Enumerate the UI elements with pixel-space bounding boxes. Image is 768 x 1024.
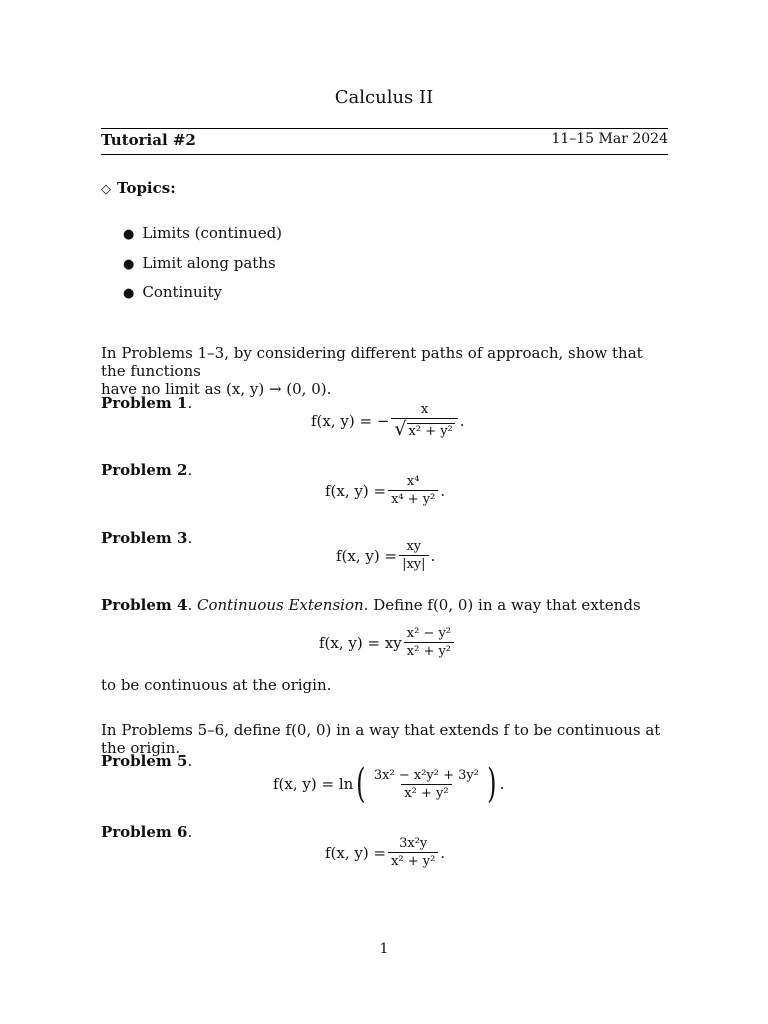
denominator: x² + y² xyxy=(401,784,451,801)
numerator: 3x² − x²y² + 3y² xyxy=(373,767,479,783)
fraction xyxy=(388,836,438,869)
left-paren: ( xyxy=(356,761,366,807)
denominator: x⁴ + y² xyxy=(388,490,438,507)
intro-line: In Problems 1–3, by considering different paths of approach, show that the functions xyxy=(101,344,643,380)
problem-4-after-text: to be continuous at the origin. xyxy=(101,676,332,694)
sqrt-icon: √ xyxy=(394,418,407,440)
numerator: xy xyxy=(406,539,422,554)
date-range: 11–15 Mar 2024 xyxy=(551,131,668,147)
intro-line: have no limit as (x, y) → (0, 0). xyxy=(101,380,332,398)
denominator: |xy| xyxy=(399,555,428,572)
numerator: x xyxy=(420,402,429,417)
problem-2-label: Problem 2. xyxy=(101,461,193,479)
fraction xyxy=(391,402,457,439)
problem-3-equation: f(x, y) = $\frac{xy}{|xy|}$ . xyxy=(336,539,436,572)
denominator: x² + y² xyxy=(388,852,438,869)
topic-item-label: Limits (continued) xyxy=(142,224,283,242)
problem-6-equation: f(x, y) = $\frac{\text{3x²y}}{\text{x² + y²}}$ . xyxy=(325,836,446,869)
intro-problems-1-3 xyxy=(101,344,668,398)
denominator xyxy=(391,418,457,439)
numerator: 3x²y xyxy=(399,836,428,851)
problem-2-equation: f(x, y) = $\frac{\text{x⁴}}{\text{x⁴ + y²}}$ . xyxy=(325,474,446,507)
bullet-icon: ● xyxy=(123,257,135,272)
problem-1-equation: f(x, y) = − x √ x² + y² . xyxy=(311,402,465,440)
topic-item-label: Limit along paths xyxy=(142,254,276,272)
problem-6-label: Problem 6. xyxy=(101,823,193,841)
problem-5-equation: f(x, y) = ln ( $\frac{\text{3x² − x²y² + 3y²}}{\text{x² + y²}}$ ) . xyxy=(273,761,505,807)
diamond-icon: ◇ xyxy=(101,182,111,197)
problem-4-label: Problem 4. Continuous Extension. Define f(0, 0) in a way that extends xyxy=(101,596,641,614)
fraction xyxy=(388,474,438,507)
denominator: x² + y² xyxy=(404,642,454,659)
equation-lhs: f(x, y) = ln xyxy=(273,775,354,793)
problem-1-label: Problem 1. xyxy=(101,394,193,412)
sqrt: √ x² + y² xyxy=(394,418,453,440)
problem-4-text: Define f(0, 0) in a way that extends xyxy=(373,596,641,614)
topic-item-label: Continuity xyxy=(142,283,222,301)
fraction xyxy=(404,626,454,659)
problem-4-subtitle: Continuous Extension. xyxy=(197,596,369,614)
topic-item xyxy=(123,254,276,272)
numerator: x⁴ xyxy=(406,474,420,489)
topic-item xyxy=(123,283,222,301)
problem-3-label: Problem 3. xyxy=(101,529,193,547)
equation-lhs: f(x, y) = − xyxy=(311,411,390,430)
page-number: 1 xyxy=(379,941,389,957)
topics-heading xyxy=(101,179,176,197)
equation-lhs: f(x, y) = xyxy=(325,481,387,500)
fraction xyxy=(399,539,428,572)
equation-lhs: f(x, y) = xy xyxy=(319,633,402,652)
fraction xyxy=(371,768,482,801)
header-top-rule xyxy=(101,128,668,129)
topic-item xyxy=(123,224,282,242)
problem-4-equation xyxy=(319,626,456,659)
bullet-icon: ● xyxy=(123,286,135,301)
tutorial-label: Tutorial #2 xyxy=(101,131,196,149)
bullet-icon: ● xyxy=(123,227,135,242)
problem-5-label: Problem 5. xyxy=(101,752,193,770)
right-paren: ) xyxy=(487,761,497,807)
equation-lhs: f(x, y) = xyxy=(336,546,398,565)
document-title: Calculus II xyxy=(334,87,434,108)
intro-problems-5-6: In Problems 5–6, define f(0, 0) in a way that extends f to be continuous at the origin. xyxy=(101,721,661,757)
header-bottom-rule xyxy=(101,154,668,155)
numerator: x² − y² xyxy=(406,626,452,641)
equation-lhs: f(x, y) = xyxy=(325,843,387,862)
topics-heading-text: Topics: xyxy=(117,179,176,197)
